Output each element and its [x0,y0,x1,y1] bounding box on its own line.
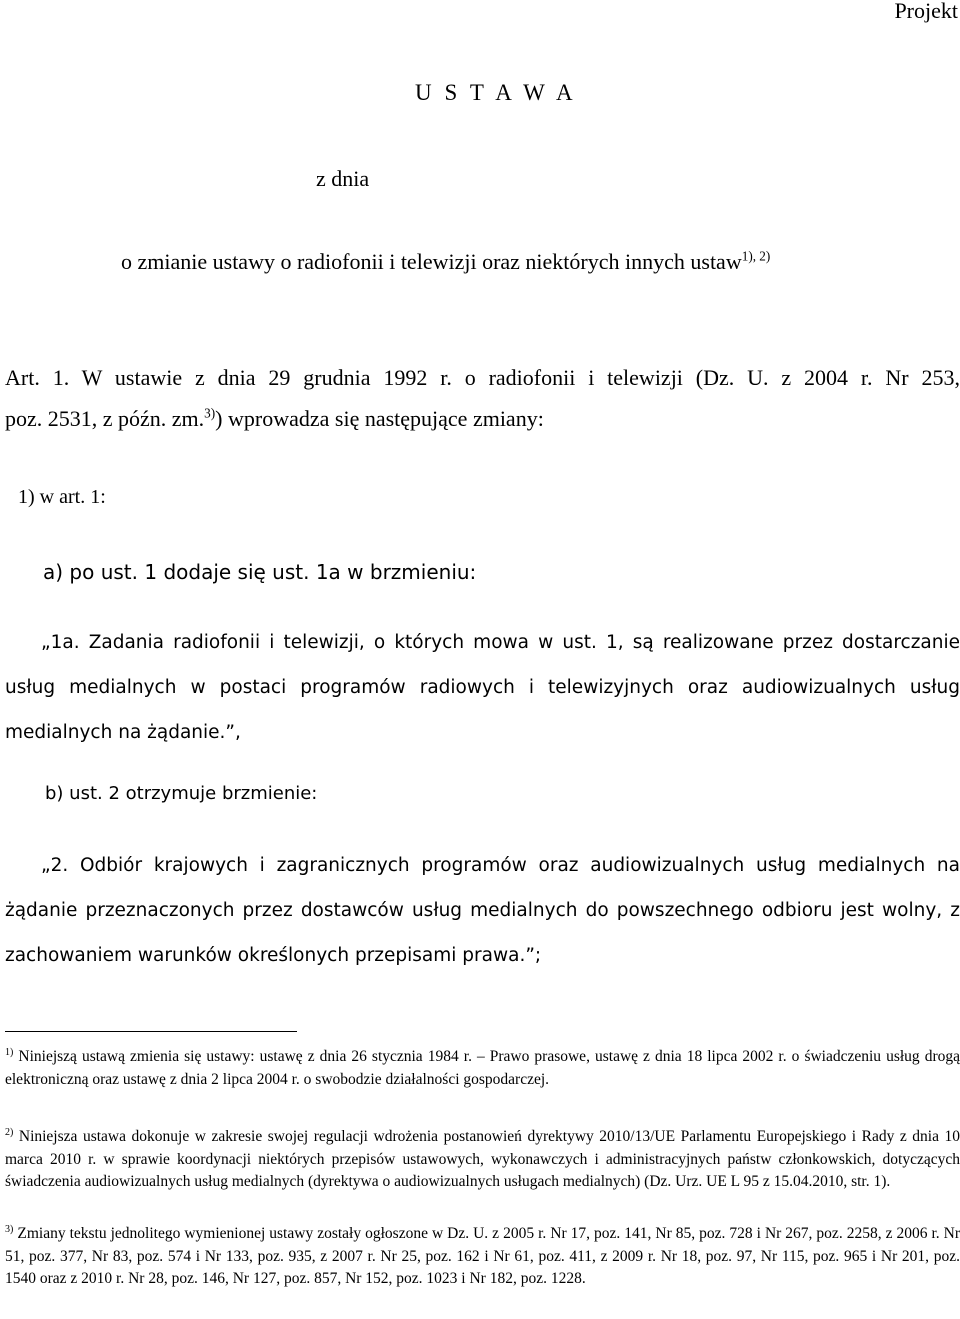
footnote-2 [5,1126,960,1194]
date-line: z dnia [316,166,370,191]
document-subject [121,249,770,275]
document-title: U S T A W A [415,80,577,105]
footnote-text: Niniejszą ustawą zmienia się ustawy: ustawę z dnia 26 stycznia 1984 r. – Prawo prasowe, ustawę z dnia 18 lipca 2002 r. o świadczeniu usług drogą elektroniczną oraz ustawę z dnia 2 lipca 2004 r. o swobodzie działalności gospodarczej. [5,1048,960,1088]
article-1-text-start: poz. 2531, z późn. zm. [5,406,205,431]
amendment-quote-1a: „1a. Zadania radiofonii i telewizji, o których mowa w ust. 1, są realizowane przez dostarczanie usług medialnych w postaci programów radiowych i telewizyjnych oraz audiowizualnych usług medialnych na żądanie.”, [5,632,960,743]
article-1-line-1: Art. 1. W ustawie z dnia 29 grudnia 1992 r. o radiofonii i telewizji (Dz. U. z 2004 r. Nr 253, [5,365,960,390]
footnote-1 [5,1046,960,1091]
subject-text: o zmianie ustawy o radiofonii i telewizji oraz niektórych innych ustaw [121,249,742,274]
letter-b: b) ust. 2 otrzymuje brzmienie: [45,783,318,804]
point-1: 1) w art. 1: [18,486,106,508]
footnote-3 [5,1223,960,1291]
draft-status-label: Projekt [894,0,958,23]
footnote-mark: 1) [5,1047,14,1058]
footnote-text: Niniejsza ustawa dokonuje w zakresie swojej regulacji wdrożenia postanowień dyrektywy 2010/13/UE Parlamentu Europejskiego i Rady z dnia 10 marca 2010 r. w sprawie koordynacji niektórych przepisów ustawowych, wykonawczych i administracyjnych państw członkowskich, dotyczących świadczenia audiowizualnych usług medialnych (dyrektywa o audiowizualnych usługach medialnych) (Dz. Urz. UE L 95 z 15.04.2010, str. 1). [5,1128,960,1190]
article-1-line-2 [5,403,960,435]
footnote-mark: 2) [5,1127,14,1138]
article-1-text-end: ) wprowadza się następujące zmiany: [215,406,544,431]
letter-a: a) po ust. 1 dodaje się ust. 1a w brzmieniu: [43,560,477,584]
footnote-text: Zmiany tekstu jednolitego wymienionej ustawy zostały ogłoszone w Dz. U. z 2005 r. Nr 17, poz. 141, Nr 85, poz. 728 i Nr 267, poz. 2258, z 2006 r. Nr 51, poz. 377, Nr 83, poz. 574 i Nr 133, poz. 935, z 2007 r. Nr 25, poz. 162 i Nr 61, poz. 411, z 2009 r. Nr 18, poz. 97, Nr 115, poz. 965 i Nr 201, poz. 1540 oraz z 2010 r. Nr 28, poz. 146, Nr 127, poz. 857, Nr 152, poz. 1023 i Nr 182, poz. 1228. [5,1225,960,1287]
footnote-mark: 3) [5,1224,14,1235]
footnote-separator [5,1031,297,1032]
subject-footnote-ref[interactable]: 1), 2) [741,248,771,264]
amendment-quote-2: „2. Odbiór krajowych i zagranicznych programów oraz audiowizualnych usług medialnych na żądanie przeznaczonych przez dostawców usług medialnych do powszechnego odbioru jest wolny, z zachowaniem warunków określonych przepisami prawa.”; [5,855,960,966]
article-footnote-ref[interactable]: 3) [204,405,216,421]
